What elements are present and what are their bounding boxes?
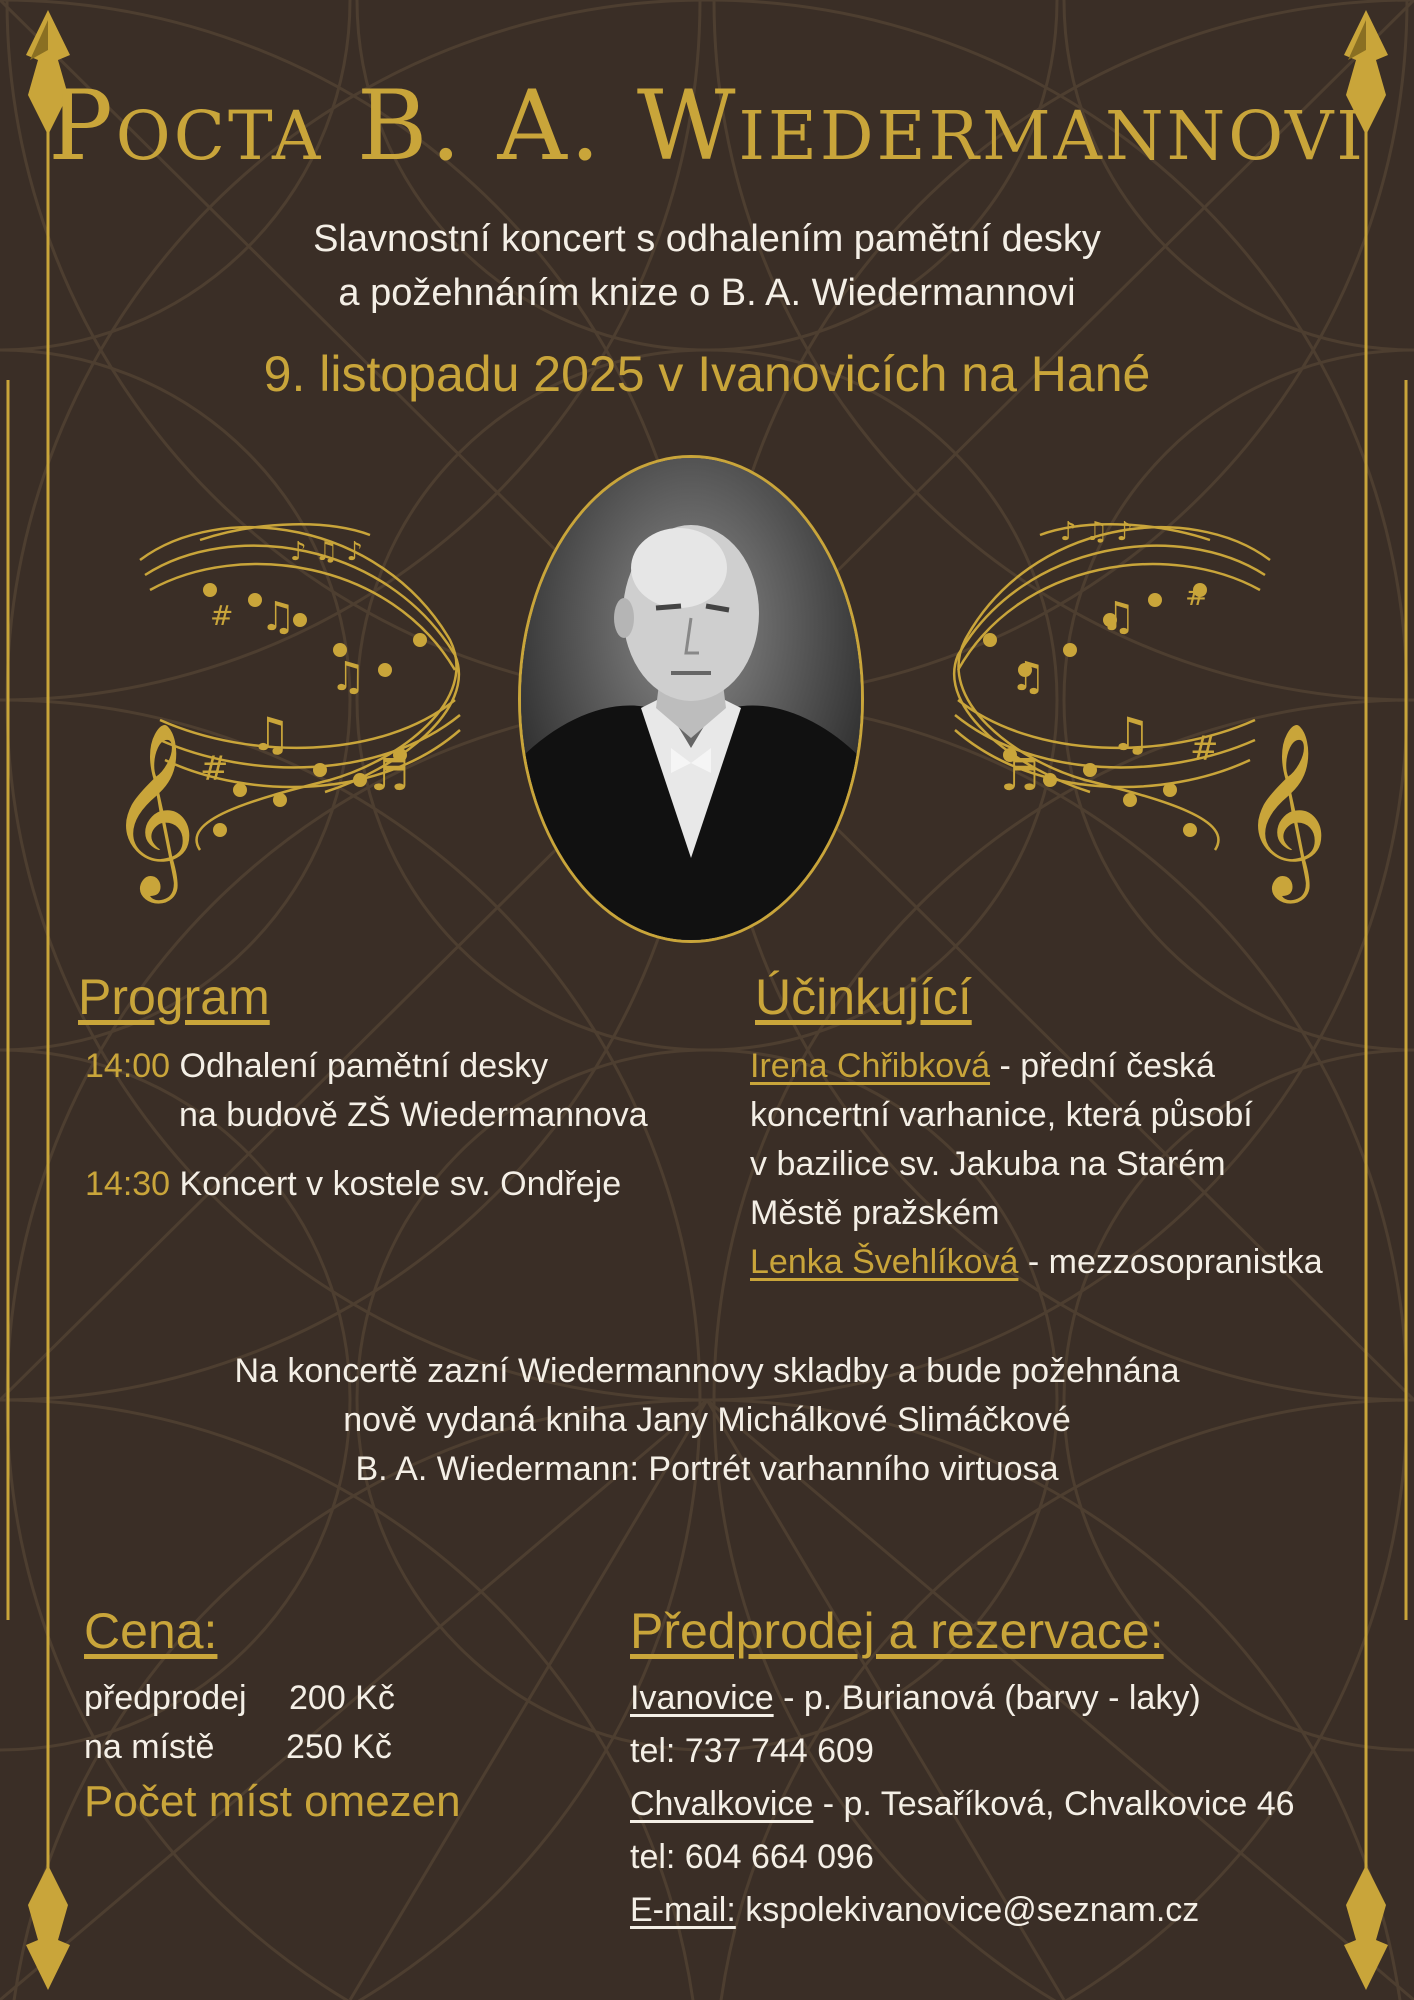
- performer-2-name[interactable]: Lenka Švehlíková: [750, 1243, 1019, 1281]
- svg-text:♫: ♫: [1010, 654, 1046, 700]
- price-heading: Cena:: [84, 1603, 218, 1659]
- booking-phone-2: tel: 604 664 096: [630, 1838, 874, 1876]
- note-line-2: nově vydaná kniha Jany Michálkové Slimáčkové: [343, 1401, 1071, 1439]
- program-item-1: [85, 1042, 548, 1091]
- performer-2: [750, 1238, 1323, 1287]
- subtitle-line-1: Slavnostní koncert s odhalením pamětní desky: [313, 218, 1101, 260]
- performer-1-line-2: koncertní varhanice, která působí: [750, 1096, 1253, 1134]
- program-heading: Program: [78, 969, 270, 1025]
- booking-email-label: E-mail:: [630, 1891, 736, 1929]
- portrait-photo: [518, 455, 864, 943]
- svg-text:♪ ♫ ♪: ♪ ♫ ♪: [1060, 517, 1134, 547]
- svg-text:#: #: [1185, 579, 1209, 612]
- performer-2-desc: - mezzosopranistka: [1018, 1243, 1323, 1281]
- program-item-2: [85, 1160, 621, 1209]
- program-item-2-line-1: Koncert v kostele sv. Ondřeje: [179, 1165, 622, 1203]
- booking-email: [630, 1886, 1199, 1935]
- svg-text:♬: ♬: [370, 750, 410, 801]
- booking-location-2: [630, 1780, 1295, 1829]
- price-label-onsite: na místě: [84, 1728, 215, 1766]
- booking-location-2-name[interactable]: Chvalkovice: [630, 1785, 814, 1823]
- svg-text:#: #: [200, 749, 229, 789]
- booking-phone-1: tel: 737 744 609: [630, 1732, 874, 1770]
- note-line-1: Na koncertě zazní Wiedermannovy skladby a bude požehnána: [234, 1352, 1180, 1390]
- price-value-onsite: 250 Kč: [286, 1728, 392, 1766]
- program-time-1: 14:00: [85, 1047, 171, 1085]
- price-label-presale: předprodej: [84, 1679, 247, 1717]
- performer-1-desc: - přední česká: [990, 1047, 1215, 1085]
- limited-seats-note: Počet míst omezen: [84, 1777, 461, 1826]
- svg-text:♫: ♫: [330, 654, 366, 700]
- svg-text:#: #: [210, 599, 234, 632]
- subtitle-line-2: a požehnáním knize o B. A. Wiedermannovi: [338, 272, 1076, 314]
- booking-location-1: [630, 1674, 1201, 1723]
- booking-heading: Předprodej a rezervace:: [630, 1603, 1164, 1659]
- program-item-1-line-2: na budově ZŠ Wiedermannova: [179, 1096, 648, 1134]
- booking-email-address[interactable]: kspolekivanovice@seznam.cz: [735, 1891, 1200, 1929]
- performer-1-line-4: Městě pražském: [750, 1194, 1000, 1232]
- svg-text:𝄞: 𝄞: [108, 722, 197, 896]
- price-row-onsite: [84, 1723, 392, 1772]
- booking-location-2-desc: - p. Tesaříková, Chvalkovice 46: [813, 1785, 1295, 1823]
- svg-text:𝄞: 𝄞: [1240, 722, 1329, 896]
- note-line-3: B. A. Wiedermann: Portrét varhanního virtuosa: [355, 1450, 1059, 1488]
- program-time-2: 14:30: [85, 1165, 171, 1203]
- svg-text:♪ ♫ ♪: ♪ ♫ ♪: [290, 537, 364, 567]
- price-row-presale: [84, 1674, 395, 1723]
- performers-heading: Účinkující: [755, 969, 972, 1025]
- svg-text:♫: ♫: [1110, 707, 1152, 761]
- event-date-place: 9. listopadu 2025 v Ivanovicích na Hané: [263, 346, 1151, 402]
- poster-title: Pocta B. A. Wiedermannovi: [48, 70, 1366, 182]
- svg-text:♬: ♬: [1000, 750, 1040, 801]
- booking-location-1-desc: - p. Burianová (barvy - laky): [773, 1679, 1201, 1717]
- program-item-1-line-1: Odhalení pamětní desky: [179, 1047, 549, 1085]
- svg-text:♫: ♫: [250, 707, 292, 761]
- performer-1: [750, 1042, 1215, 1091]
- price-value-presale: 200 Kč: [289, 1679, 395, 1717]
- performer-1-name[interactable]: Irena Chřibková: [750, 1047, 991, 1085]
- svg-text:#: #: [1190, 729, 1219, 769]
- svg-text:♫: ♫: [260, 594, 296, 640]
- performer-1-line-3: v bazilice sv. Jakuba na Starém: [750, 1145, 1226, 1183]
- booking-location-1-name[interactable]: Ivanovice: [630, 1679, 774, 1717]
- svg-text:♫: ♫: [1100, 594, 1136, 640]
